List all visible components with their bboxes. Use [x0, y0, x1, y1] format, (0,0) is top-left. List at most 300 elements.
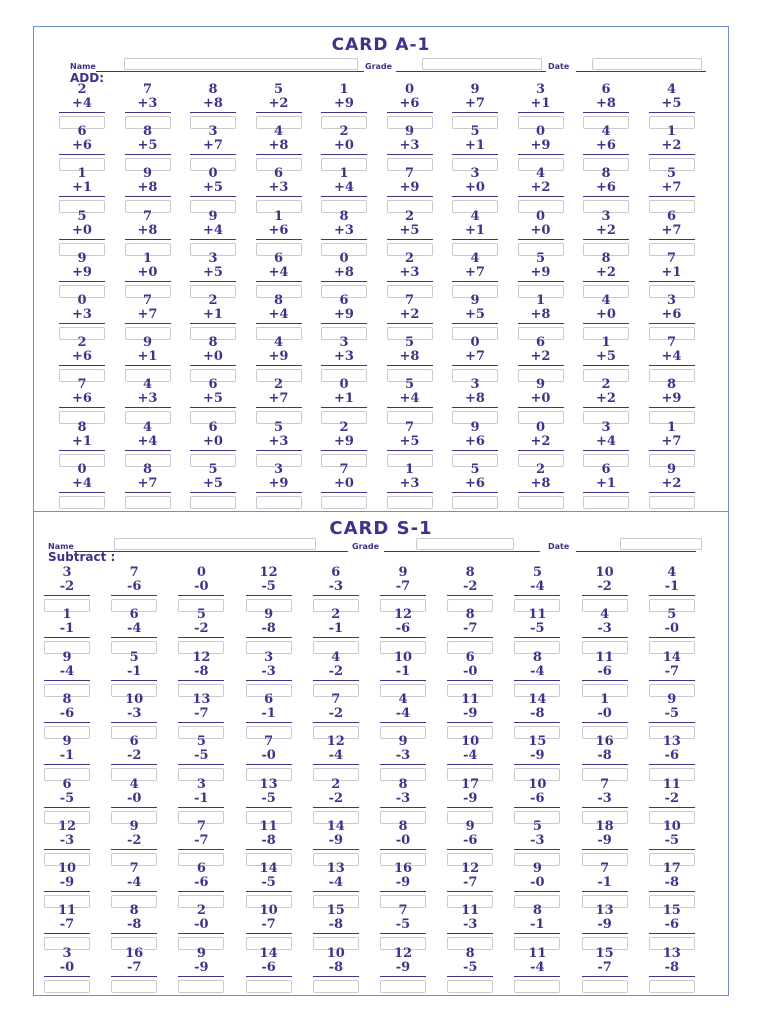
bottom-number: +2 [256, 97, 302, 113]
answer-box[interactable] [518, 496, 564, 509]
problem [313, 693, 359, 739]
instruction: Subtract : [48, 550, 116, 564]
top-number: 7 [404, 166, 415, 182]
top-number: 8 [465, 945, 475, 961]
problem [246, 651, 292, 697]
top-number: 9 [470, 419, 480, 435]
top-number: 4 [666, 82, 677, 97]
top-number: 10 [528, 776, 547, 792]
bottom-number: +4 [649, 350, 695, 366]
problem [44, 947, 90, 993]
top-number: 4 [331, 649, 341, 665]
top-number: 0 [196, 565, 206, 580]
problem [59, 167, 105, 213]
problem [518, 210, 564, 256]
top-number: 9 [264, 607, 274, 623]
problem [44, 693, 90, 739]
bottom-number: -9 [178, 961, 224, 977]
bottom-number: -2 [447, 580, 493, 596]
top-number: 8 [77, 419, 87, 435]
top-number: 4 [398, 691, 408, 707]
problem [649, 125, 695, 171]
top-number: 10 [393, 649, 413, 665]
instruction: ADD: [70, 71, 105, 85]
top-number: 6 [535, 335, 546, 351]
problem [178, 735, 224, 781]
header-fields [34, 542, 728, 556]
top-number: 2 [331, 776, 341, 792]
answer-box[interactable] [313, 980, 359, 993]
problem [452, 463, 498, 509]
problem [649, 83, 695, 129]
problem [447, 566, 493, 612]
answer-box[interactable] [514, 980, 560, 993]
problem [380, 735, 426, 781]
problem [256, 252, 302, 298]
bottom-number: +6 [452, 435, 498, 451]
top-number: 5 [196, 607, 206, 623]
bottom-number: -3 [447, 918, 493, 934]
bottom-number: +4 [256, 308, 302, 324]
bottom-number: +9 [518, 139, 564, 155]
problem [514, 735, 560, 781]
top-number: 9 [142, 166, 153, 182]
top-number: 2 [77, 82, 87, 97]
top-number: 4 [273, 335, 284, 351]
bottom-number: +2 [583, 224, 629, 240]
bottom-number: +4 [583, 435, 629, 451]
bottom-number: -6 [582, 665, 628, 681]
bottom-number: +6 [387, 97, 433, 113]
answer-box[interactable] [246, 980, 292, 993]
answer-box[interactable] [582, 980, 628, 993]
problem [246, 778, 292, 824]
answer-box[interactable] [178, 980, 224, 993]
top-number: 2 [339, 419, 349, 435]
problem [44, 735, 90, 781]
bottom-number: -1 [649, 580, 695, 596]
bottom-number: -9 [514, 749, 560, 765]
problem [518, 294, 564, 340]
bottom-number: +6 [649, 308, 695, 324]
top-number: 3 [208, 250, 218, 266]
addition-card [33, 26, 729, 512]
bottom-number: -1 [582, 876, 628, 892]
top-number: 1 [339, 82, 349, 97]
top-number: 2 [404, 208, 415, 224]
answer-box[interactable] [321, 496, 367, 509]
problem [59, 421, 105, 467]
bottom-number: +9 [321, 308, 367, 324]
problem [583, 336, 629, 382]
answer-box[interactable] [256, 496, 302, 509]
bottom-number: +2 [518, 350, 564, 366]
bottom-number: -7 [582, 961, 628, 977]
bottom-number: +6 [59, 350, 105, 366]
bottom-number: +5 [387, 435, 433, 451]
bottom-number: +3 [256, 181, 302, 197]
problem [190, 83, 236, 129]
bottom-number: -7 [111, 961, 157, 977]
bottom-number: -7 [447, 876, 493, 892]
top-number: 1 [666, 124, 677, 140]
top-number: 2 [273, 377, 284, 393]
bottom-number: -4 [111, 876, 157, 892]
problem [190, 463, 236, 509]
top-number: 11 [461, 691, 480, 707]
top-number: 10 [326, 945, 345, 961]
answer-box[interactable] [111, 980, 157, 993]
bottom-number: +0 [125, 266, 171, 282]
top-number: 15 [595, 945, 614, 961]
problem [59, 378, 105, 424]
top-number: 7 [398, 903, 408, 919]
bottom-number: -3 [313, 580, 359, 596]
problem [256, 167, 302, 213]
bottom-number: +8 [125, 181, 171, 197]
problem [387, 336, 433, 382]
bottom-number: +8 [125, 224, 171, 240]
problem [256, 463, 302, 509]
top-number: 5 [129, 649, 139, 665]
bottom-number: +9 [256, 350, 302, 366]
bottom-number: -8 [582, 749, 628, 765]
bottom-number: +3 [387, 139, 433, 155]
top-number: 8 [273, 293, 284, 308]
bottom-number: -2 [111, 834, 157, 850]
bottom-number: +3 [59, 308, 105, 324]
top-number: 8 [398, 776, 408, 792]
top-number: 5 [470, 461, 480, 477]
top-number: 11 [662, 776, 681, 792]
bottom-number: -4 [111, 622, 157, 638]
problem [59, 294, 105, 340]
bottom-number: -8 [111, 918, 157, 934]
bottom-number: -3 [582, 622, 628, 638]
problem [649, 463, 695, 509]
top-number: 8 [601, 250, 611, 266]
bottom-number: -5 [649, 834, 695, 850]
bottom-number: +7 [256, 392, 302, 408]
problem [313, 778, 359, 824]
problem [313, 947, 359, 993]
top-number: 11 [57, 903, 77, 919]
top-number: 12 [393, 607, 413, 623]
bottom-number: +8 [190, 97, 236, 113]
problem [111, 820, 157, 866]
problem [256, 421, 302, 467]
problem [582, 693, 628, 739]
grade-field[interactable] [396, 71, 546, 72]
bottom-number: -0 [380, 834, 426, 850]
problem [518, 378, 564, 424]
problem [583, 463, 629, 509]
bottom-number: -4 [44, 665, 90, 681]
bottom-number: -9 [447, 707, 493, 723]
grade-field[interactable] [384, 551, 540, 552]
bottom-number: +5 [190, 181, 236, 197]
top-number: 9 [208, 208, 218, 224]
problem [321, 252, 367, 298]
top-number: 2 [339, 124, 349, 140]
problem [387, 421, 433, 467]
top-number: 7 [666, 335, 677, 351]
date-field[interactable] [576, 71, 706, 72]
top-number: 6 [62, 776, 72, 792]
problem [514, 820, 560, 866]
bottom-number: +0 [321, 477, 367, 493]
bottom-number: -5 [380, 918, 426, 934]
problem [649, 378, 695, 424]
bottom-number: -6 [649, 918, 695, 934]
top-number: 6 [77, 124, 87, 140]
top-number: 12 [326, 734, 345, 750]
problem [111, 693, 157, 739]
problem [380, 820, 426, 866]
answer-box[interactable] [125, 496, 171, 509]
top-number: 14 [259, 861, 278, 877]
bottom-number: +1 [59, 435, 105, 451]
bottom-number: -6 [178, 876, 224, 892]
bottom-number: -2 [582, 580, 628, 596]
date-field[interactable] [576, 551, 696, 552]
problem [452, 125, 498, 171]
name-label: Name [70, 62, 96, 71]
bottom-number: -9 [447, 792, 493, 808]
top-number: 4 [142, 419, 153, 435]
bottom-number: -7 [246, 918, 292, 934]
bottom-number: -9 [380, 876, 426, 892]
top-number: 17 [662, 861, 681, 877]
bottom-number: -0 [246, 749, 292, 765]
problem [518, 421, 564, 467]
problem [313, 862, 359, 908]
name-field[interactable] [96, 71, 364, 72]
bottom-number: -0 [178, 580, 224, 596]
problem [387, 125, 433, 171]
top-number: 5 [470, 124, 480, 140]
bottom-number: +5 [190, 477, 236, 493]
problem [582, 608, 628, 654]
top-number: 1 [404, 461, 415, 477]
problem [649, 294, 695, 340]
bottom-number: +5 [649, 97, 695, 113]
problem [452, 294, 498, 340]
top-number: 2 [208, 293, 218, 308]
top-number: 9 [470, 82, 480, 97]
problem [518, 167, 564, 213]
top-number: 15 [326, 903, 345, 919]
bottom-number: -5 [44, 792, 90, 808]
bottom-number: -2 [313, 792, 359, 808]
problem [44, 904, 90, 950]
answer-box[interactable] [447, 980, 493, 993]
bottom-number: +6 [256, 224, 302, 240]
problem [447, 778, 493, 824]
answer-box[interactable] [190, 496, 236, 509]
top-number: 7 [600, 861, 610, 877]
problem [649, 608, 695, 654]
top-number: 3 [470, 166, 480, 182]
bottom-number: -3 [514, 834, 560, 850]
problem [178, 904, 224, 950]
problem [125, 336, 171, 382]
bottom-number: -3 [380, 792, 426, 808]
problem [447, 608, 493, 654]
bottom-number: +9 [256, 477, 302, 493]
top-number: 13 [259, 776, 278, 792]
bottom-number: +2 [583, 266, 629, 282]
problem [387, 294, 433, 340]
top-number: 7 [666, 250, 677, 266]
bottom-number: -1 [44, 749, 90, 765]
problem [313, 820, 359, 866]
problem [59, 210, 105, 256]
problem [387, 83, 433, 129]
top-number: 8 [465, 607, 475, 623]
bottom-number: -5 [246, 876, 292, 892]
bottom-number: -5 [649, 707, 695, 723]
problem [111, 566, 157, 612]
problem [321, 421, 367, 467]
date-label: Date [548, 62, 570, 71]
problem [256, 294, 302, 340]
bottom-number: +3 [387, 477, 433, 493]
top-number: 1 [77, 166, 87, 182]
problem [387, 463, 433, 509]
top-number: 1 [600, 691, 610, 707]
problem [582, 820, 628, 866]
problem [256, 336, 302, 382]
problem [582, 904, 628, 950]
bottom-number: +3 [125, 97, 171, 113]
bottom-number: +6 [59, 139, 105, 155]
problem [514, 862, 560, 908]
problem [649, 651, 695, 697]
problem [246, 735, 292, 781]
top-number: 9 [532, 861, 542, 877]
problem [518, 463, 564, 509]
top-number: 8 [208, 82, 218, 97]
bottom-number: -9 [44, 876, 90, 892]
problem [59, 83, 105, 129]
top-number: 3 [535, 82, 546, 97]
top-number: 12 [57, 818, 77, 834]
answer-box[interactable] [452, 496, 498, 509]
bottom-number: +8 [452, 392, 498, 408]
bottom-number: +4 [59, 97, 105, 113]
top-number: 10 [595, 565, 614, 580]
top-number: 6 [264, 691, 274, 707]
problem [321, 378, 367, 424]
bottom-number: +0 [190, 435, 236, 451]
problem [190, 252, 236, 298]
answer-box[interactable] [59, 496, 105, 509]
top-number: 8 [208, 335, 218, 351]
problem [387, 167, 433, 213]
bottom-number: -6 [246, 961, 292, 977]
top-number: 0 [77, 461, 87, 477]
problem [649, 904, 695, 950]
bottom-number: +4 [321, 181, 367, 197]
bottom-number: +8 [387, 350, 433, 366]
top-number: 6 [273, 166, 284, 182]
top-number: 1 [601, 335, 611, 351]
bottom-number: +2 [518, 181, 564, 197]
problem [59, 463, 105, 509]
top-number: 8 [339, 208, 349, 224]
bottom-number: +0 [452, 181, 498, 197]
top-number: 8 [601, 166, 611, 182]
bottom-number: +8 [518, 477, 564, 493]
problem [321, 294, 367, 340]
problem [582, 735, 628, 781]
bottom-number: -2 [649, 792, 695, 808]
top-number: 6 [601, 461, 611, 477]
answer-box[interactable] [583, 496, 629, 509]
bottom-number: +0 [518, 224, 564, 240]
grade-label: Grade [365, 62, 393, 71]
top-number: 13 [662, 945, 681, 961]
bottom-number: +2 [387, 308, 433, 324]
problem [380, 566, 426, 612]
bottom-number: -7 [178, 834, 224, 850]
top-number: 13 [595, 903, 614, 919]
top-number: 13 [326, 861, 345, 877]
top-number: 9 [398, 565, 408, 580]
bottom-number: +4 [125, 435, 171, 451]
bottom-number: -9 [380, 961, 426, 977]
answer-box[interactable] [649, 496, 695, 509]
grade-label: Grade [352, 542, 380, 551]
bottom-number: -2 [313, 665, 359, 681]
top-number: 2 [535, 461, 546, 477]
problem [44, 566, 90, 612]
problem [256, 210, 302, 256]
answer-box[interactable] [649, 980, 695, 993]
top-number: 4 [601, 293, 611, 308]
answer-box[interactable] [380, 980, 426, 993]
bottom-number: -5 [514, 622, 560, 638]
problem [321, 463, 367, 509]
bottom-number: -6 [111, 580, 157, 596]
answer-box[interactable] [387, 496, 433, 509]
top-number: 9 [62, 649, 72, 665]
top-number: 2 [601, 377, 611, 393]
top-number: 12 [393, 945, 413, 961]
bottom-number: +1 [59, 181, 105, 197]
problem [380, 947, 426, 993]
bottom-number: +7 [649, 435, 695, 451]
date-label: Date [548, 542, 570, 551]
bottom-number: +7 [190, 139, 236, 155]
bottom-number: +1 [518, 97, 564, 113]
bottom-number: -2 [313, 707, 359, 723]
answer-box[interactable] [44, 980, 90, 993]
problem [246, 693, 292, 739]
bottom-number: +5 [583, 350, 629, 366]
bottom-number: -6 [649, 749, 695, 765]
top-number: 11 [461, 903, 480, 919]
top-number: 1 [666, 419, 677, 435]
top-number: 9 [465, 818, 475, 834]
name-label: Name [48, 542, 74, 551]
bottom-number: +0 [583, 308, 629, 324]
problem [321, 210, 367, 256]
bottom-number: +4 [190, 224, 236, 240]
top-number: 8 [398, 818, 408, 834]
problem [256, 83, 302, 129]
